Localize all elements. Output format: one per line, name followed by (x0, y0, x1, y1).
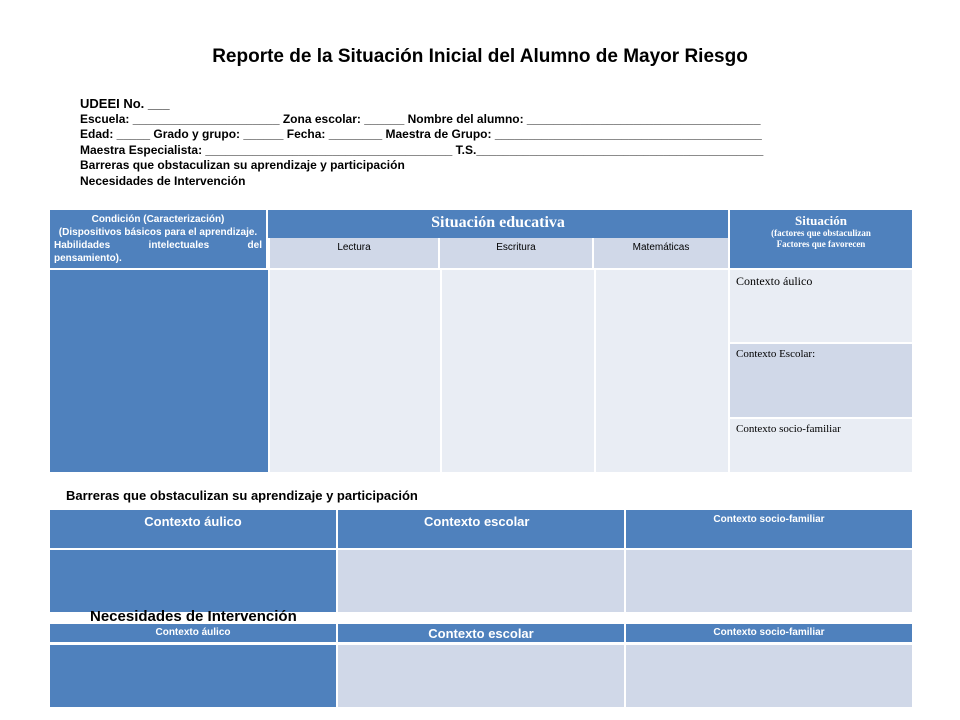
needs-classroom-cell[interactable] (50, 645, 336, 707)
needs-section-label: Necesidades de Intervención (90, 608, 297, 625)
needs-header-classroom: Contexto áulico (155, 627, 231, 638)
needs-header-classroom-bg (50, 624, 336, 642)
condition-subtitle: (Dispositivos básicos para el aprendizaje. (58, 227, 258, 238)
condition-body-cell[interactable] (50, 270, 268, 472)
condition-title: Condición (Caracterización) (91, 214, 225, 225)
barriers-line: Barreras que obstaculizan su aprendizaje y participación (80, 158, 405, 172)
needs-line: Necesidades de Intervención (80, 173, 246, 188)
situation-obstacles: (factores que obstaculizan (771, 228, 871, 238)
context-family-label: Contexto socio-familiar (736, 423, 841, 435)
specialist-line: Maestra Especialista: _____________________________________ T.S.___________________________________________ (80, 142, 764, 157)
condition-thinking: pensamiento). (54, 253, 122, 264)
condition-header (50, 210, 268, 268)
situation-favors: Factores que favorecen (776, 239, 866, 249)
age-line: Edad: _____ Grado y grupo: ______ Fecha: ________ Maestra de Grupo: ________________________________________ (80, 127, 762, 141)
barriers-header-classroom: Contexto áulico (50, 510, 336, 548)
barriers-classroom-cell[interactable] (50, 550, 336, 612)
context-classroom-label: Contexto áulico (736, 274, 813, 288)
report-header (80, 96, 880, 189)
needs-school-cell[interactable] (338, 645, 624, 707)
needs-header-family: Contexto socio-familiar (626, 624, 912, 642)
barriers-header-family: Contexto socio-familiar (626, 510, 912, 548)
barriers-header-school: Contexto escolar (338, 510, 624, 548)
writing-body-cell[interactable] (442, 270, 594, 472)
situation-header (730, 210, 912, 268)
subject-reading: Lectura (270, 238, 440, 268)
reading-body-cell[interactable] (270, 270, 440, 472)
context-school-cell[interactable] (730, 344, 912, 417)
context-classroom-cell[interactable] (730, 270, 912, 342)
math-body-cell[interactable] (596, 270, 728, 472)
barriers-section-label: Barreras que obstaculizan su aprendizaje y participación (66, 488, 418, 503)
context-school-label: Contexto Escolar: (736, 348, 816, 360)
needs-header-school: Contexto escolar (338, 624, 624, 642)
page-title: Reporte de la Situación Inicial del Alumno de Mayor Riesgo (212, 46, 748, 67)
subject-writing: Escritura (440, 238, 594, 268)
school-line: Escuela: ______________________ Zona escolar: ______ Nombre del alumno: ___________________________________ (80, 111, 761, 126)
situation-title: Situación (794, 213, 847, 228)
condition-skills: Habilidades intelectuales del (54, 240, 262, 251)
needs-family-cell[interactable] (626, 645, 912, 707)
subject-math: Matemáticas (594, 238, 728, 268)
educational-situation-header: Situación educativa (268, 210, 728, 238)
udeei-number: UDEEI No. ___ (80, 96, 170, 111)
barriers-family-cell[interactable] (626, 550, 912, 612)
barriers-school-cell[interactable] (338, 550, 624, 612)
context-family-cell[interactable] (730, 419, 912, 472)
